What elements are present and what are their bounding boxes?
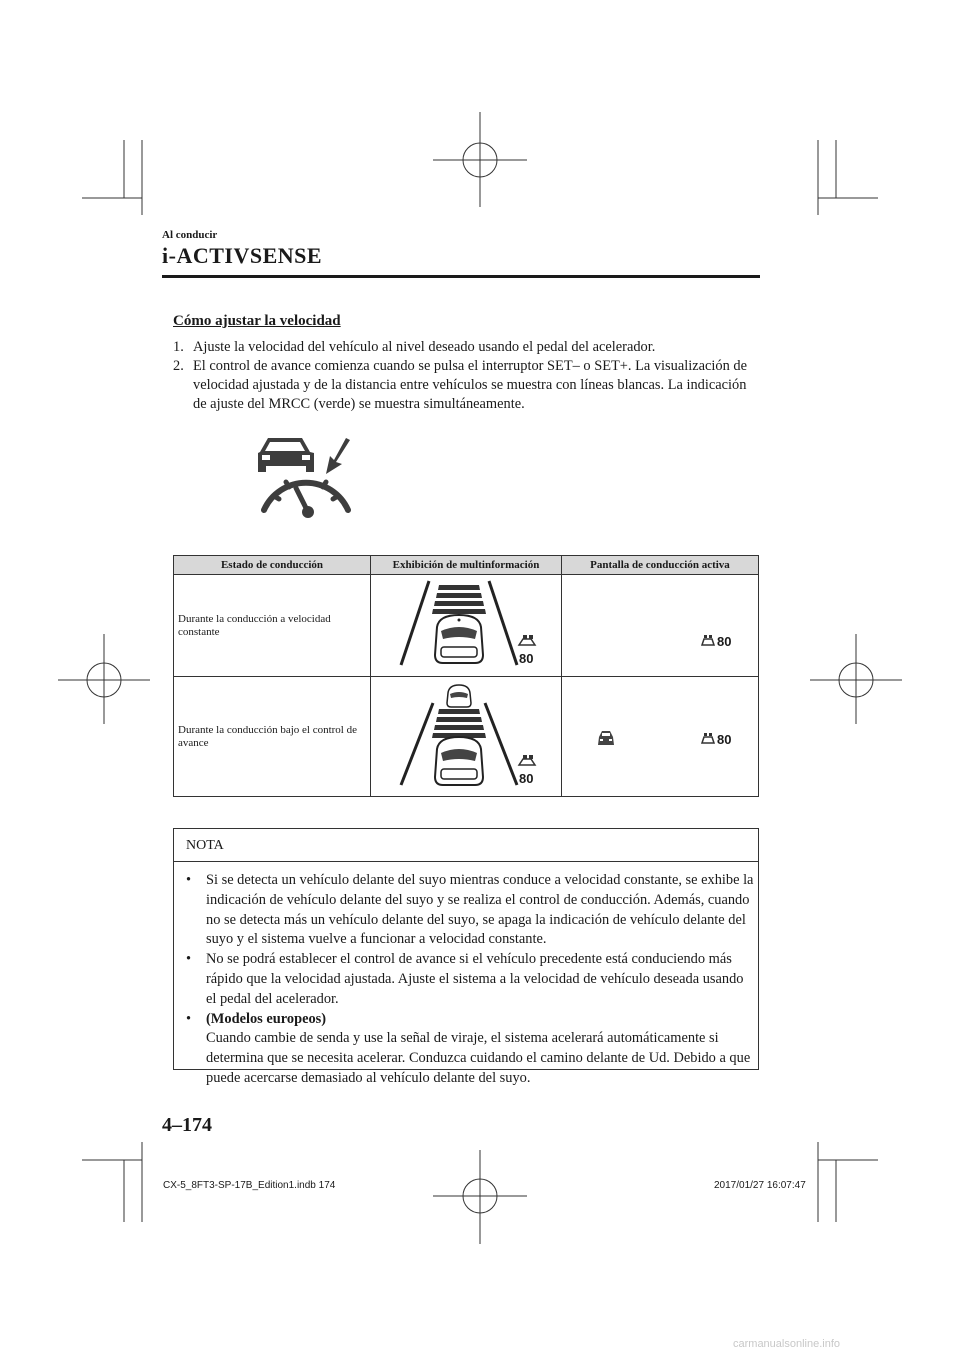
step-number: 2.: [173, 358, 184, 374]
note-item: [184, 871, 754, 950]
note-item: [184, 1010, 754, 1089]
section-title: i-ACTIVSENSE: [162, 243, 323, 268]
note-list: [184, 871, 754, 1089]
table-row: [174, 575, 759, 677]
mrcc-indicator-icon: [250, 432, 362, 522]
footer-timestamp: 2017/01/27 16:07:47: [714, 1180, 806, 1191]
note-divider: [174, 861, 758, 862]
header-rule: [162, 275, 760, 278]
note-body: [206, 1010, 754, 1089]
bullet: •: [186, 951, 192, 968]
bullet: •: [186, 1010, 192, 1027]
driving-state-table: [173, 555, 759, 797]
own-vehicle-icon: [435, 615, 483, 663]
distance-icon: [519, 635, 535, 645]
note-text: Cuando cambie de senda y use la señal de viraje, el sistema acelerará automáticamente si determina que se necesita acelerar. Conduzca cuidando el camino delante de Ud. Debido a que puede acercarse demasiado al vehículo delante del suyo.: [206, 1030, 751, 1086]
step-number: 1.: [173, 339, 184, 355]
page-number: 4–174: [162, 1114, 212, 1136]
note-bold-label: (Modelos europeos): [206, 1010, 327, 1027]
subsection-title: Cómo ajustar la velocidad: [173, 313, 341, 329]
active-speed-readout: 80: [717, 633, 732, 649]
note-item: [184, 950, 754, 1009]
distance-icon: [700, 633, 716, 649]
lead-vehicle-icon: [447, 685, 471, 707]
bullet: •: [186, 872, 192, 888]
steps-list: [173, 338, 758, 414]
table-header: Exhibición de multinformación: [371, 556, 562, 575]
step-text: El control de avance comienza cuando se pulsa el interruptor SET– o SET+. La visualización de velocidad ajustada y de la distancia entre vehículos se muestra con líneas blancas. La indicación de ajuste del MRCC (verde) se muestra simultáneamente.: [193, 358, 747, 412]
driving-state-label: Durante la conducción bajo el control de avance: [174, 677, 371, 797]
active-driving-display: [562, 575, 759, 677]
table-header: Pantalla de conducción activa: [562, 556, 759, 575]
section-label: Al conducir: [162, 229, 218, 241]
set-speed-readout: 80: [519, 651, 534, 666]
active-speed-readout: 80: [717, 731, 732, 747]
note-box: [173, 828, 759, 1086]
multi-info-display: [371, 677, 562, 797]
note-text: Si se detecta un vehículo delante del suyo mientras conduce a velocidad constante, se exhibe la indicación de vehículo delante del suyo y se realiza el control de conducción. Además, cuando no se detecta más un vehículo delante del suyo, se apaga la indicación de vehículo delante del suyo y el sistema vuelve a funcionar a velocidad constante.: [206, 872, 754, 948]
table-header: Estado de conducción: [174, 556, 371, 575]
step-text: Ajuste la velocidad del vehículo al nivel deseado usando el pedal del acelerador.: [193, 339, 656, 355]
multi-info-display: [371, 575, 562, 677]
distance-icon: [519, 755, 535, 765]
distance-icon: [700, 731, 716, 747]
note-text: No se podrá establecer el control de avance si el vehículo precedente está conduciendo más rápido que la velocidad ajustada. Ajuste el sistema a la velocidad de vehículo deseada usando el pedal del acelerador.: [206, 951, 744, 1007]
step-item: [173, 357, 758, 414]
lead-vehicle-icon: [596, 729, 616, 747]
step-item: [173, 338, 758, 357]
footer-file-info: CX-5_8FT3-SP-17B_Edition1.indb 174: [163, 1180, 336, 1191]
watermark: carmanualsonline.info: [733, 1338, 841, 1350]
set-speed-readout: 80: [519, 771, 534, 786]
table-row: [174, 677, 759, 797]
own-vehicle-icon: [435, 737, 483, 785]
active-driving-display: [562, 677, 759, 797]
note-heading: NOTA: [186, 838, 224, 853]
driving-state-label: Durante la conducción a velocidad constante: [174, 575, 371, 677]
